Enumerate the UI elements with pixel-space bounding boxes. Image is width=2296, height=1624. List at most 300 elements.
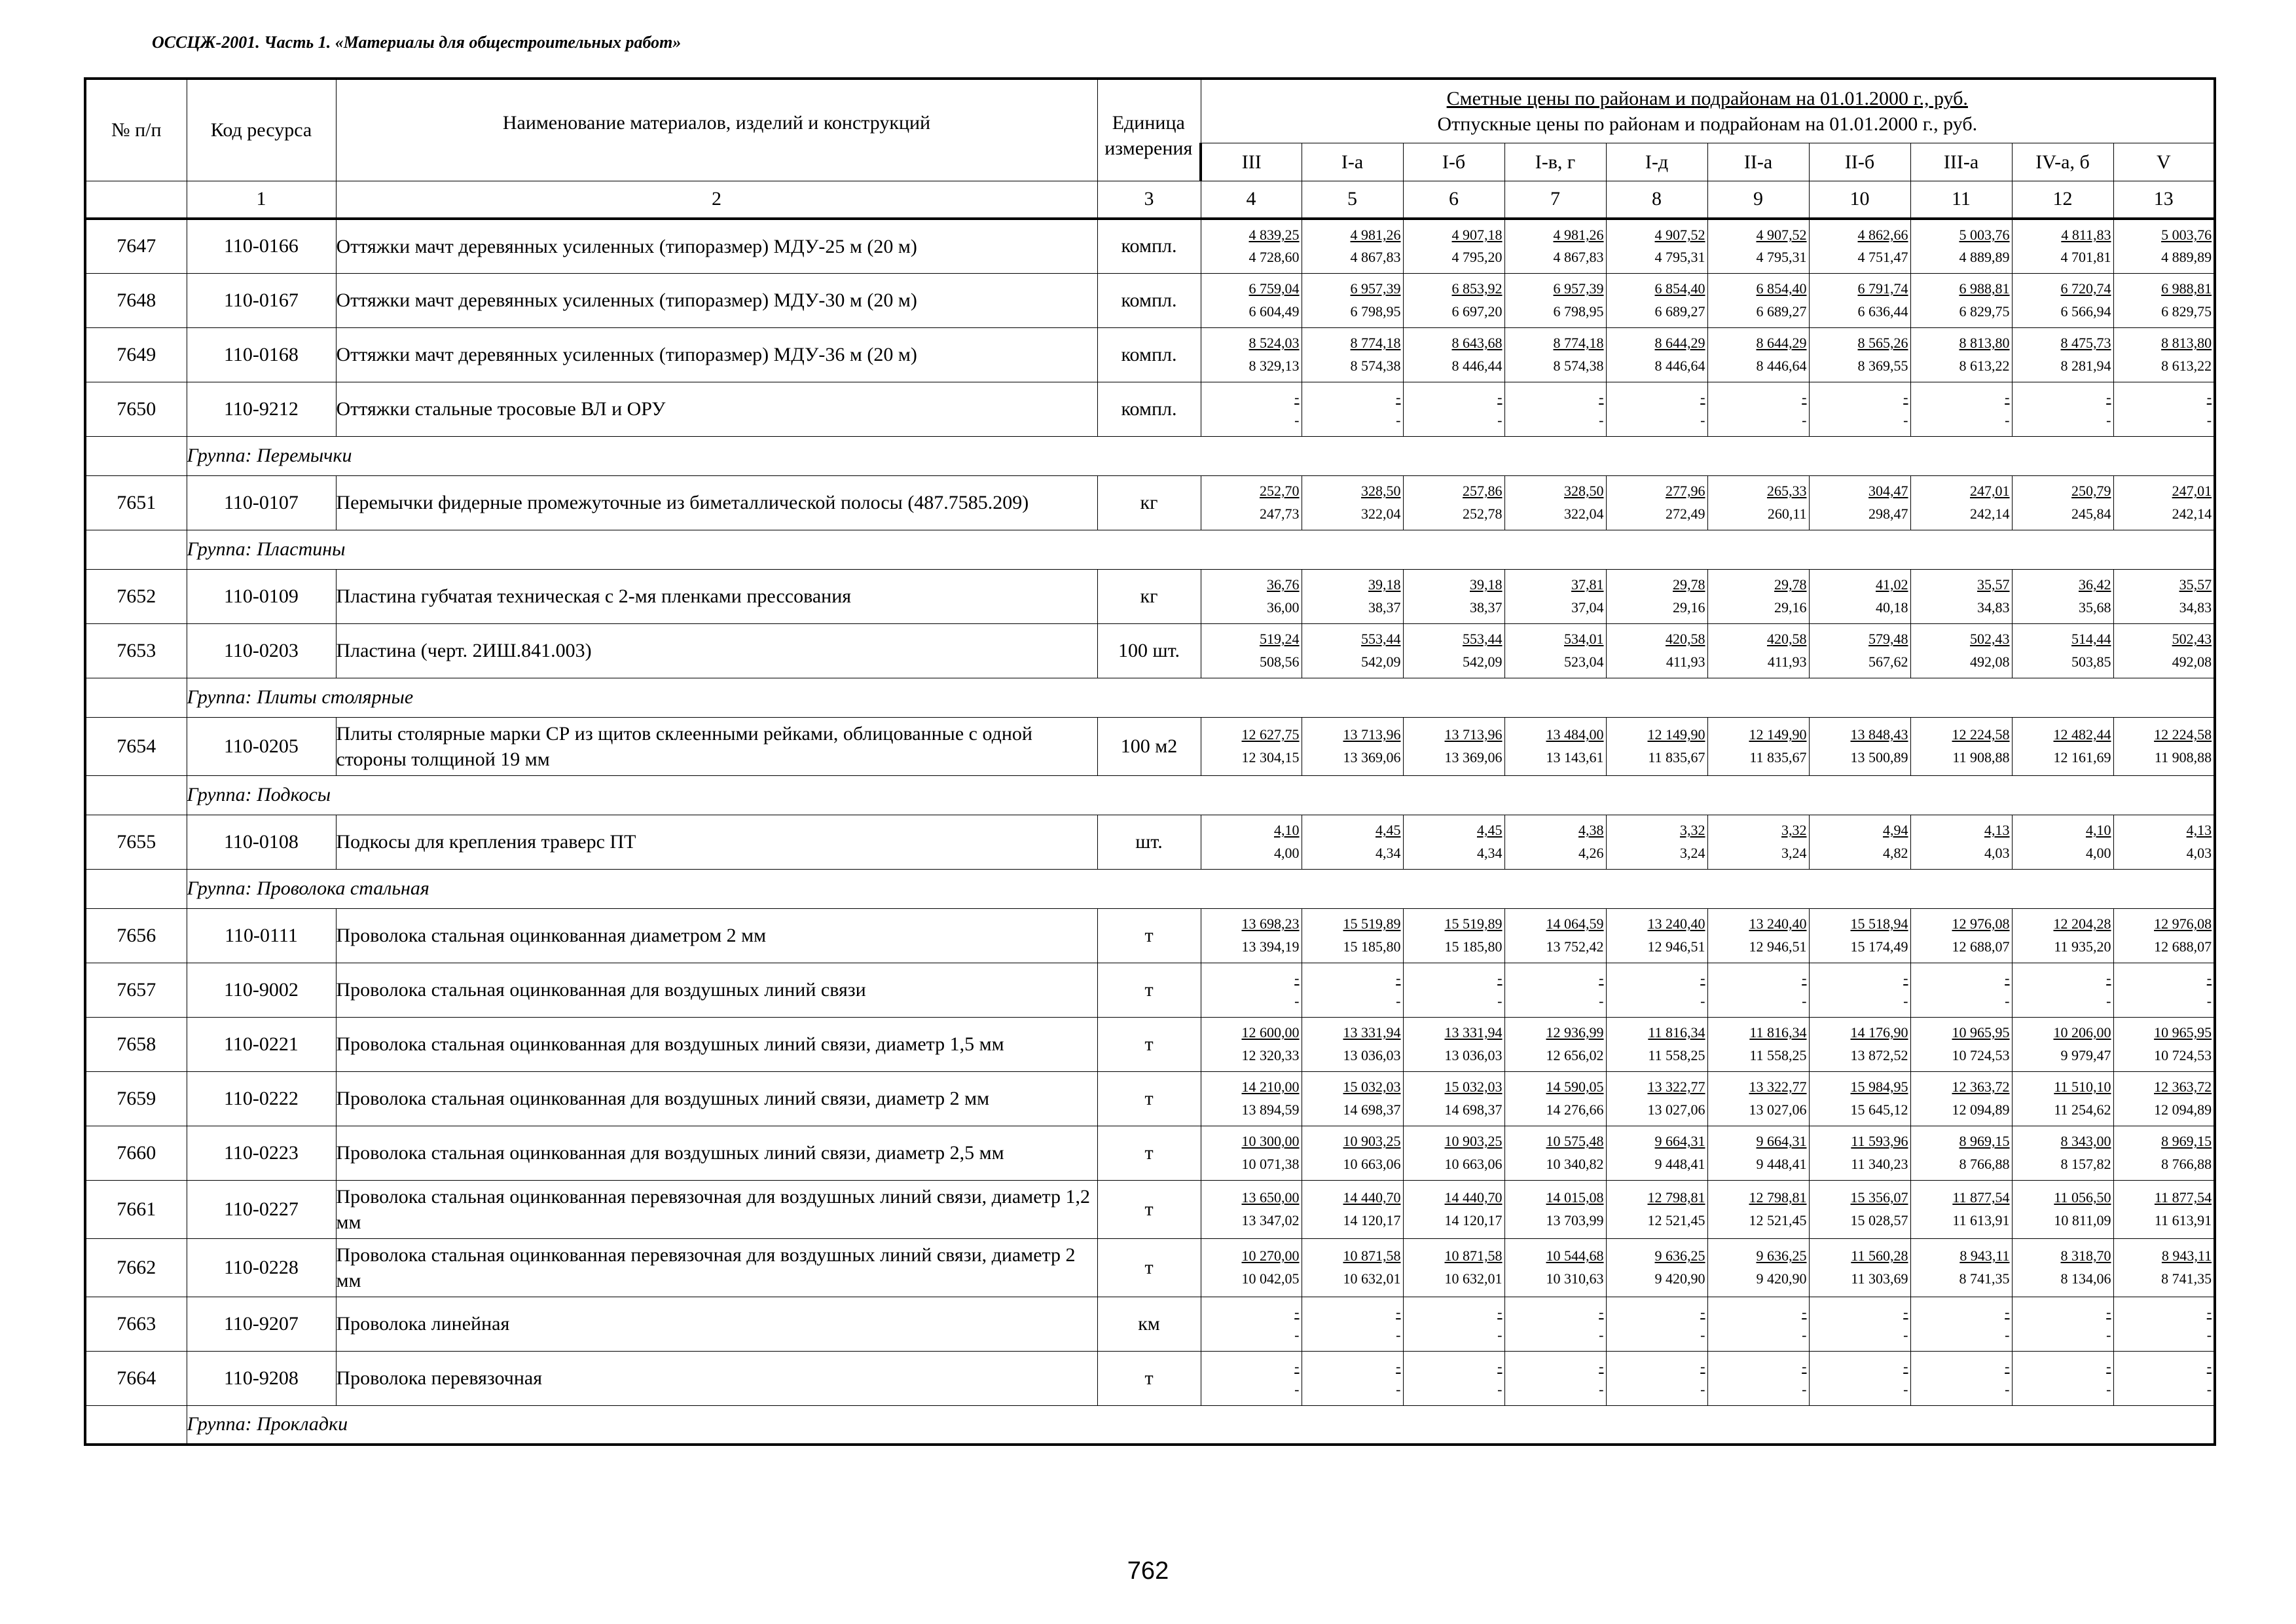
row-number: 7664 [85, 1351, 187, 1405]
row-number: 7660 [85, 1126, 187, 1180]
price-cell [2012, 623, 2113, 678]
selling-price: 14 698,37 [1343, 1101, 1401, 1118]
estimated-price: 8 343,00 [2060, 1133, 2111, 1150]
selling-price: 11 935,20 [2054, 938, 2111, 955]
group-title: Группа: Подкосы [187, 775, 2215, 815]
estimated-price: 10 544,68 [1546, 1247, 1604, 1264]
price-cell [1403, 569, 1504, 623]
unit-of-measure: т [1097, 1071, 1201, 1126]
selling-price: 35,68 [2079, 599, 2111, 616]
table-row [85, 623, 2215, 678]
selling-price: 6 697,20 [1451, 303, 1503, 320]
estimated-price: 328,50 [1564, 483, 1604, 500]
group-spacer [85, 530, 187, 569]
estimated-price: 12 798,81 [1749, 1189, 1807, 1206]
price-cell [1302, 327, 1403, 382]
price-cell [1403, 219, 1504, 273]
selling-price: 29,16 [1673, 599, 1705, 616]
price-cell [1809, 908, 1910, 963]
selling-price: 4,03 [1984, 844, 2010, 861]
selling-price: 38,37 [1470, 599, 1503, 616]
selling-price: 13 872,52 [1850, 1046, 1908, 1063]
estimated-price: 11 510,10 [2054, 1079, 2111, 1096]
selling-price: 13 027,06 [1749, 1101, 1807, 1118]
estimated-price: 37,81 [1571, 576, 1604, 593]
estimated-price: 8 644,29 [1654, 335, 1705, 352]
price-cell [1707, 273, 1809, 327]
selling-price: 322,04 [1564, 505, 1604, 522]
selling-price: 8 157,82 [2060, 1155, 2111, 1172]
group-row [85, 678, 2215, 717]
column-number: 10 [1809, 181, 1910, 219]
estimated-price: - [2206, 970, 2212, 987]
selling-price: - [1497, 1326, 1503, 1343]
selling-price: 34,83 [1977, 599, 2010, 616]
selling-price: - [1396, 411, 1401, 428]
selling-price: 10 663,06 [1444, 1155, 1503, 1172]
selling-price: 242,14 [1970, 505, 2010, 522]
estimated-price: 12 149,90 [1647, 726, 1705, 743]
estimated-price: 6 854,40 [1654, 280, 1705, 297]
estimated-price: - [1599, 970, 1604, 987]
material-name: Пластина губчатая техническая с 2-мя пленками прессования [336, 569, 1097, 623]
price-cell [1504, 1351, 1606, 1405]
estimated-price: - [2005, 1304, 2010, 1321]
estimated-price: 12 976,08 [1952, 915, 2010, 932]
header-name: Наименование материалов, изделий и конструкций [336, 79, 1097, 181]
region-header: I-в, г [1504, 143, 1606, 181]
estimated-price: 15 356,07 [1850, 1189, 1908, 1206]
group-row [85, 869, 2215, 908]
price-cell [1504, 382, 1606, 436]
estimated-price: 11 816,34 [1648, 1024, 1705, 1041]
estimated-price: - [1396, 1304, 1401, 1321]
selling-price: 13 369,06 [1343, 748, 1401, 766]
selling-price: 4,34 [1376, 844, 1401, 861]
selling-price: 10 724,53 [2154, 1046, 2212, 1063]
price-cell [1606, 219, 1707, 273]
selling-price: 4 795,31 [1756, 249, 1807, 266]
selling-price: 13 369,06 [1444, 748, 1503, 766]
price-cell [1201, 1071, 1302, 1126]
price-cell [1504, 963, 1606, 1017]
price-cell [1302, 475, 1403, 530]
estimated-price: 13 322,77 [1749, 1079, 1807, 1096]
price-cell [1809, 1017, 1910, 1071]
selling-price: - [2106, 1326, 2111, 1343]
material-name: Проволока стальная оцинкованная для воздушных линий связи [336, 963, 1097, 1017]
table-row [85, 815, 2215, 869]
price-cell [1302, 382, 1403, 436]
estimated-price: 13 240,40 [1647, 915, 1705, 932]
column-number: 1 [187, 181, 336, 219]
header-num: № п/п [85, 79, 187, 181]
price-cell [1910, 1351, 2012, 1405]
selling-price: 6 798,95 [1350, 303, 1401, 320]
resource-code: 110-0166 [187, 219, 336, 273]
selling-price: 10 724,53 [1952, 1046, 2010, 1063]
price-cell [1403, 273, 1504, 327]
price-cell [2113, 273, 2215, 327]
selling-price: 6 689,27 [1654, 303, 1705, 320]
price-cell [1809, 475, 1910, 530]
header-prices [1201, 79, 2215, 143]
estimated-price: 10 871,58 [1444, 1247, 1503, 1264]
price-cell [2113, 219, 2215, 273]
selling-price: 4 751,47 [1857, 249, 1908, 266]
selling-price: 15 174,49 [1850, 938, 1908, 955]
selling-price: 14 120,17 [1444, 1211, 1503, 1228]
price-cell [1707, 1071, 1809, 1126]
price-cell [1504, 717, 1606, 775]
price-cell [1606, 1071, 1707, 1126]
price-cell [1606, 475, 1707, 530]
selling-price: - [1599, 1326, 1604, 1343]
estimated-price: - [1903, 1304, 1908, 1321]
table-row [85, 1126, 2215, 1180]
price-cell [1302, 569, 1403, 623]
price-cell [1403, 1071, 1504, 1126]
selling-price: 10 340,82 [1546, 1155, 1604, 1172]
estimated-price: 11 877,54 [2154, 1189, 2212, 1206]
estimated-price: 4,38 [1578, 822, 1604, 839]
estimated-price: 10 206,00 [2053, 1024, 2111, 1041]
price-cell [1606, 1351, 1707, 1405]
price-cell [2012, 908, 2113, 963]
estimated-price: 4,10 [2086, 822, 2111, 839]
estimated-price: 4,13 [2186, 822, 2212, 839]
estimated-price: 8 565,26 [1857, 335, 1908, 352]
unit-of-measure: км [1097, 1297, 1201, 1351]
estimated-price: 9 636,25 [1654, 1247, 1705, 1264]
selling-price: - [2106, 1380, 2111, 1397]
estimated-price: 8 943,11 [2161, 1247, 2212, 1264]
price-cell [1201, 1351, 1302, 1405]
price-cell [1403, 1297, 1504, 1351]
group-row [85, 1405, 2215, 1445]
selling-price: 11 908,88 [1952, 748, 2010, 766]
estimated-price: 3,32 [1680, 822, 1705, 839]
price-cell [2012, 475, 2113, 530]
estimated-price: - [1903, 1358, 1908, 1375]
price-cell [1403, 717, 1504, 775]
estimated-price: 10 903,25 [1444, 1133, 1503, 1150]
price-cell [1504, 623, 1606, 678]
column-number: 8 [1606, 181, 1707, 219]
unit-of-measure: компл. [1097, 382, 1201, 436]
estimated-price: 14 015,08 [1546, 1189, 1604, 1206]
selling-price: 10 632,01 [1444, 1270, 1503, 1287]
estimated-price: 11 593,96 [1851, 1133, 1908, 1150]
price-cell [1201, 623, 1302, 678]
estimated-price: 13 322,77 [1647, 1079, 1705, 1096]
estimated-price: - [2005, 1358, 2010, 1375]
price-cell [1403, 382, 1504, 436]
price-cell [2113, 623, 2215, 678]
selling-price: 6 604,49 [1248, 303, 1300, 320]
region-header: I-а [1302, 143, 1403, 181]
estimated-price: - [1903, 389, 1908, 406]
selling-price: 37,04 [1571, 599, 1604, 616]
price-table [84, 77, 2216, 1446]
estimated-price: 41,02 [1876, 576, 1908, 593]
selling-price: 15 185,80 [1444, 938, 1503, 955]
selling-price: - [1294, 411, 1300, 428]
price-cell [1201, 1126, 1302, 1180]
material-name: Перемычки фидерные промежуточные из биметаллической полосы (487.7585.209) [336, 475, 1097, 530]
price-cell [1606, 623, 1707, 678]
material-name: Проволока перевязочная [336, 1351, 1097, 1405]
selling-price: 36,00 [1267, 599, 1300, 616]
estimated-price: 277,96 [1666, 483, 1705, 500]
estimated-price: 534,01 [1564, 631, 1604, 648]
selling-price: 8 574,38 [1350, 357, 1401, 374]
price-cell [1504, 219, 1606, 273]
price-cell [1606, 1297, 1707, 1351]
selling-price: 12 521,45 [1749, 1211, 1807, 1228]
selling-price: 13 703,99 [1546, 1211, 1604, 1228]
price-cell [1809, 382, 1910, 436]
price-cell [1504, 1017, 1606, 1071]
row-number: 7647 [85, 219, 187, 273]
estimated-price: 6 720,74 [2060, 280, 2111, 297]
estimated-price: 9 664,31 [1654, 1133, 1705, 1150]
estimated-price: - [1802, 1358, 1807, 1375]
column-number: 3 [1097, 181, 1201, 219]
price-cell [1809, 273, 1910, 327]
selling-price: 4 795,31 [1654, 249, 1705, 266]
price-cell [1707, 1238, 1809, 1297]
selling-price: - [2106, 992, 2111, 1009]
estimated-price: - [1497, 1358, 1503, 1375]
price-cell [1302, 717, 1403, 775]
estimated-price: 4 907,52 [1654, 227, 1705, 244]
selling-price: - [1700, 411, 1705, 428]
column-number: 2 [336, 181, 1097, 219]
estimated-price: - [1700, 1304, 1705, 1321]
estimated-price: 13 698,23 [1241, 915, 1300, 932]
estimated-price: 420,58 [1666, 631, 1705, 648]
estimated-price: 9 664,31 [1756, 1133, 1807, 1150]
row-number: 7662 [85, 1238, 187, 1297]
price-title-estimated: Сметные цены по районам и подрайонам на 01.01.2000 г., руб. [1446, 87, 1968, 109]
price-cell [1910, 569, 2012, 623]
estimated-price: 35,57 [1977, 576, 2010, 593]
estimated-price: - [2206, 389, 2212, 406]
price-cell [1707, 219, 1809, 273]
estimated-price: 8 969,15 [2161, 1133, 2212, 1150]
price-cell [2113, 717, 2215, 775]
group-title: Группа: Прокладки [187, 1405, 2215, 1445]
estimated-price: 8 643,68 [1451, 335, 1503, 352]
table-row [85, 963, 2215, 1017]
selling-price: - [2206, 992, 2212, 1009]
material-name: Оттяжки мачт деревянных усиленных (типоразмер) МДУ-30 м (20 м) [336, 273, 1097, 327]
resource-code: 110-0227 [187, 1180, 336, 1238]
estimated-price: 13 713,96 [1444, 726, 1503, 743]
price-cell [1606, 273, 1707, 327]
price-cell [1403, 327, 1504, 382]
price-cell [1504, 475, 1606, 530]
estimated-price: 12 363,72 [1952, 1079, 2010, 1096]
price-cell [1809, 963, 1910, 1017]
selling-price: 4 867,83 [1350, 249, 1401, 266]
estimated-price: 14 176,90 [1850, 1024, 1908, 1041]
price-cell [1809, 1297, 1910, 1351]
selling-price: 12 946,51 [1647, 938, 1705, 955]
price-cell [2012, 963, 2113, 1017]
price-cell [1910, 1180, 2012, 1238]
price-cell [1707, 1351, 1809, 1405]
table-row [85, 1017, 2215, 1071]
document-header: ОССЦЖ-2001. Часть 1. «Материалы для общестроительных работ» [152, 33, 682, 52]
table-row [85, 382, 2215, 436]
unit-of-measure: т [1097, 1017, 1201, 1071]
row-number: 7658 [85, 1017, 187, 1071]
selling-price: 13 347,02 [1241, 1211, 1300, 1228]
column-number-row [85, 181, 2215, 219]
estimated-price: 8 813,80 [1959, 335, 2010, 352]
price-cell [1809, 569, 1910, 623]
price-cell [2113, 327, 2215, 382]
estimated-price: 15 519,89 [1444, 915, 1503, 932]
table-row [85, 219, 2215, 273]
price-cell [1809, 1238, 1910, 1297]
estimated-price: 8 969,15 [1959, 1133, 2010, 1150]
estimated-price: 29,78 [1774, 576, 1807, 593]
unit-of-measure: т [1097, 963, 1201, 1017]
region-header: III [1201, 143, 1302, 181]
estimated-price: 13 848,43 [1850, 726, 1908, 743]
price-cell [2012, 717, 2113, 775]
estimated-price: 13 240,40 [1749, 915, 1807, 932]
estimated-price: 11 816,34 [1749, 1024, 1807, 1041]
selling-price: - [2005, 411, 2010, 428]
estimated-price: 13 331,94 [1343, 1024, 1401, 1041]
page-number: 762 [1127, 1557, 1169, 1585]
estimated-price: 328,50 [1361, 483, 1401, 500]
price-cell [2012, 273, 2113, 327]
selling-price: 6 829,75 [2161, 303, 2212, 320]
estimated-price: 4 981,26 [1350, 227, 1401, 244]
price-cell [1707, 1126, 1809, 1180]
selling-price: 11 835,67 [1749, 748, 1807, 766]
price-cell [1302, 623, 1403, 678]
estimated-price: 6 957,39 [1553, 280, 1604, 297]
selling-price: 322,04 [1361, 505, 1401, 522]
estimated-price: 6 759,04 [1248, 280, 1300, 297]
row-number: 7650 [85, 382, 187, 436]
price-cell [1302, 219, 1403, 273]
resource-code: 110-9207 [187, 1297, 336, 1351]
estimated-price: - [1396, 1358, 1401, 1375]
group-title: Группа: Перемычки [187, 436, 2215, 475]
selling-price: - [1497, 1380, 1503, 1397]
selling-price: 542,09 [1463, 653, 1503, 670]
price-cell [1403, 1238, 1504, 1297]
selling-price: 12 688,07 [2154, 938, 2212, 955]
selling-price: 4,00 [2086, 844, 2111, 861]
selling-price: 10 042,05 [1241, 1270, 1300, 1287]
estimated-price: 4 839,25 [1248, 227, 1300, 244]
estimated-price: 6 854,40 [1756, 280, 1807, 297]
price-cell [1504, 908, 1606, 963]
selling-price: 11 613,91 [2154, 1211, 2212, 1228]
selling-price: 8 446,44 [1451, 357, 1503, 374]
resource-code: 110-0228 [187, 1238, 336, 1297]
selling-price: 12 304,15 [1241, 748, 1300, 766]
price-cell [2113, 475, 2215, 530]
selling-price: 10 071,38 [1241, 1155, 1300, 1172]
row-number: 7653 [85, 623, 187, 678]
estimated-price: 9 636,25 [1756, 1247, 1807, 1264]
table-row [85, 908, 2215, 963]
price-cell [1403, 623, 1504, 678]
price-cell [1910, 815, 2012, 869]
selling-price: 12 946,51 [1749, 938, 1807, 955]
estimated-price: - [2206, 1304, 2212, 1321]
unit-of-measure: кг [1097, 569, 1201, 623]
resource-code: 110-0221 [187, 1017, 336, 1071]
unit-of-measure: компл. [1097, 273, 1201, 327]
estimated-price: - [1802, 389, 1807, 406]
price-cell [1403, 963, 1504, 1017]
estimated-price: 10 965,95 [2154, 1024, 2212, 1041]
estimated-price: 247,01 [1970, 483, 2010, 500]
estimated-price: 39,18 [1368, 576, 1401, 593]
table-header-row [85, 79, 2215, 143]
estimated-price: 12 936,99 [1546, 1024, 1604, 1041]
selling-price: - [1599, 992, 1604, 1009]
price-cell [1910, 327, 2012, 382]
group-title: Группа: Плиты столярные [187, 678, 2215, 717]
column-number-blank [85, 181, 187, 219]
selling-price: 13 027,06 [1647, 1101, 1705, 1118]
estimated-price: 10 575,48 [1546, 1133, 1604, 1150]
estimated-price: 13 484,00 [1546, 726, 1604, 743]
price-cell [1201, 273, 1302, 327]
price-cell [1606, 815, 1707, 869]
estimated-price: - [1396, 389, 1401, 406]
selling-price: - [2106, 411, 2111, 428]
material-name: Проволока стальная оцинкованная диаметром 2 мм [336, 908, 1097, 963]
estimated-price: 420,58 [1767, 631, 1807, 648]
selling-price: 6 636,44 [1857, 303, 1908, 320]
price-cell [2113, 1017, 2215, 1071]
selling-price: 6 689,27 [1756, 303, 1807, 320]
selling-price: 14 698,37 [1444, 1101, 1503, 1118]
selling-price: 8 446,64 [1756, 357, 1807, 374]
selling-price: 6 798,95 [1553, 303, 1604, 320]
unit-of-measure: т [1097, 1351, 1201, 1405]
estimated-price: 4,45 [1376, 822, 1401, 839]
estimated-price: 553,44 [1463, 631, 1503, 648]
estimated-price: 12 798,81 [1647, 1189, 1705, 1206]
selling-price: 12 320,33 [1241, 1046, 1300, 1063]
selling-price: 14 120,17 [1343, 1211, 1401, 1228]
estimated-price: 4 811,83 [2061, 227, 2111, 244]
selling-price: - [1802, 411, 1807, 428]
selling-price: 11 835,67 [1648, 748, 1705, 766]
selling-price: - [1497, 992, 1503, 1009]
estimated-price: 11 560,28 [1851, 1247, 1908, 1264]
price-cell [2012, 1351, 2113, 1405]
estimated-price: - [1294, 1304, 1300, 1321]
price-cell [2012, 1297, 2113, 1351]
selling-price: 8 613,22 [2161, 357, 2212, 374]
estimated-price: 12 600,00 [1241, 1024, 1300, 1041]
price-cell [1910, 963, 2012, 1017]
